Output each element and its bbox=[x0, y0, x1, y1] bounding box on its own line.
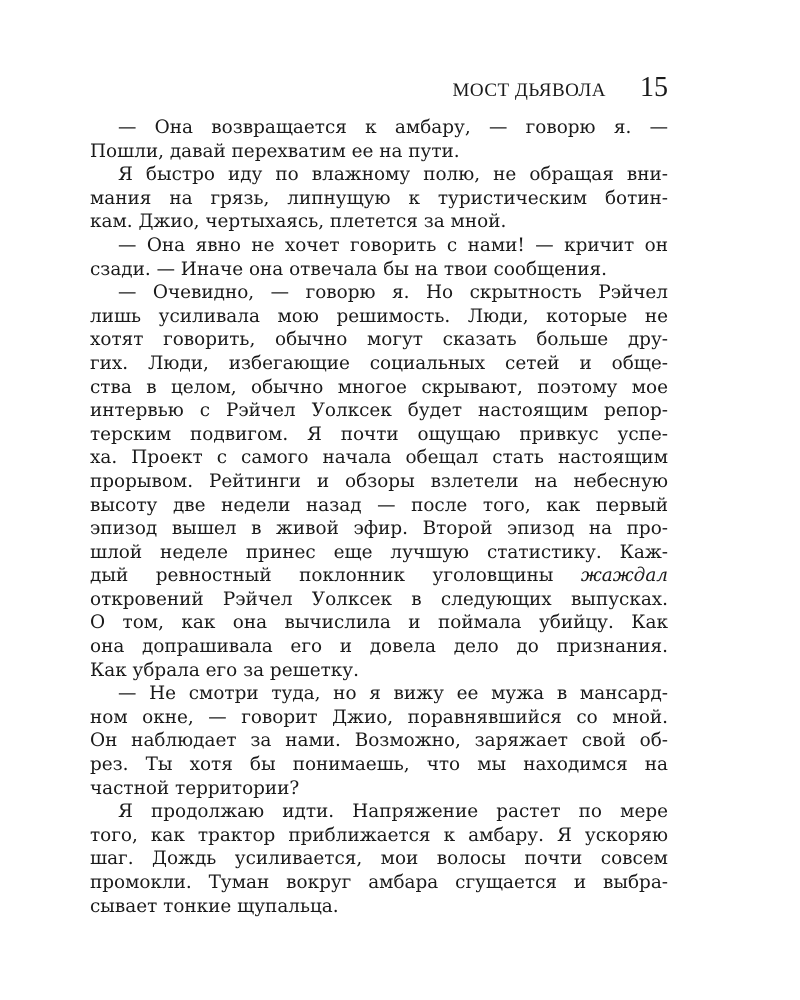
text-line-part: дый ревностный поклонник уголовщины bbox=[90, 565, 581, 587]
text-line: ства в целом, обычно многое скрывают, поэтому мое bbox=[90, 376, 668, 398]
body-text bbox=[90, 116, 668, 918]
text-line: шлой неделе принес еще лучшую статистику. Каж- bbox=[90, 541, 668, 563]
text-line: — Очевидно, — говорю я. Но скрытность Рэйчел bbox=[118, 282, 668, 304]
text-line: эпизод вышел в живой эфир. Второй эпизод на про- bbox=[90, 518, 668, 540]
running-head bbox=[90, 72, 668, 104]
text-line: шаг. Дождь усиливается, мои волосы почти совсем bbox=[90, 848, 668, 870]
emphasized-word: жаждал bbox=[580, 565, 668, 587]
text-line: промокли. Туман вокруг амбара сгущается и выбра- bbox=[90, 872, 668, 893]
text-line: ном окне, — говорит Джио, поравнявшийся со мной. bbox=[90, 706, 668, 728]
text-line: гих. Люди, избегающие социальных сетей и обще- bbox=[90, 352, 668, 374]
text-line: откровений Рэйчел Уолксек в следующих выпусках. bbox=[90, 588, 668, 610]
text-line: сзади. — Иначе она отвечала бы на твои сообщения. bbox=[90, 258, 607, 280]
text-line bbox=[90, 564, 668, 588]
text-line: того, как трактор приближается к амбару. Я ускоряю bbox=[90, 824, 668, 846]
text-line: она допрашивала его и довела дело до признания. bbox=[90, 636, 668, 658]
text-line: кам. Джио, чертыхаясь, плетется за мной. bbox=[90, 211, 507, 233]
text-line: терским подвигом. Я почти ощущаю привкус успе- bbox=[90, 423, 668, 445]
text-line: Я продолжаю идти. Напряжение растет по мере bbox=[118, 801, 668, 823]
text-line: Я быстро иду по влажному полю, не обращая вни- bbox=[118, 164, 668, 186]
text-line: интервью с Рэйчел Уолксек будет настоящим репор- bbox=[90, 400, 668, 422]
text-line: прорывом. Рейтинги и обзоры взлетели на небесную bbox=[90, 470, 668, 492]
text-line: — Не смотри туда, но я вижу ее мужа в мансард- bbox=[118, 683, 668, 705]
text-line: О том, как она вычислила и поймала убийцу. Как bbox=[90, 612, 668, 634]
book-title: МОСТ ДЬЯВОЛА bbox=[452, 80, 606, 101]
text-line: — Она явно не хочет говорить с нами! — кричит он bbox=[118, 234, 668, 256]
text-line: сывает тонкие щупальца. bbox=[90, 895, 339, 917]
text-line: Пошли, давай перехватим ее на пути. bbox=[90, 140, 460, 162]
text-line: Как убрала его за решетку. bbox=[90, 659, 359, 681]
text-line: хотят говорить, обычно могут сказать больше дру- bbox=[90, 329, 668, 351]
text-line: — Она возвращается к амбару, — говорю я. — bbox=[118, 117, 668, 138]
text-line: ха. Проект с самого начала обещал стать настоящим bbox=[90, 447, 668, 469]
page-number: 15 bbox=[640, 72, 668, 103]
text-line: высоту две недели назад — после того, как первый bbox=[90, 494, 668, 516]
text-line: лишь усиливала мою решимость. Люди, которые не bbox=[90, 305, 668, 327]
text-line: рез. Ты хотя бы понимаешь, что мы находимся на bbox=[90, 754, 668, 776]
text-line: мания на грязь, липнущую к туристическим ботин- bbox=[90, 187, 668, 209]
text-line: частной территории? bbox=[90, 777, 300, 799]
text-line: Он наблюдает за нами. Возможно, заряжает свой об- bbox=[90, 730, 668, 752]
